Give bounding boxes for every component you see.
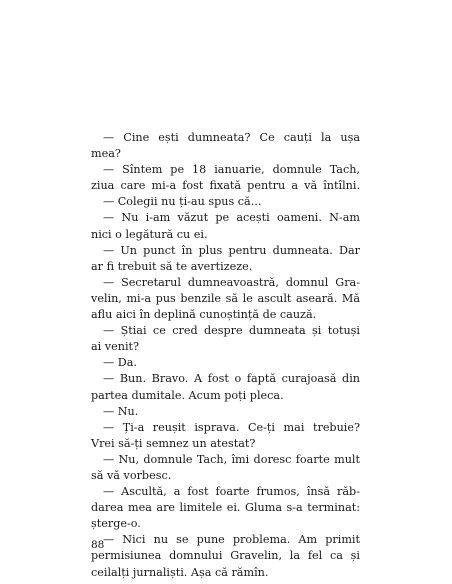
text-line: nici o legătură cu ei.: [91, 227, 208, 241]
text-line: ziua care mi-a fost fixată pentru a vă întîlni.: [91, 179, 360, 193]
text-line: șterge-o.: [91, 517, 141, 531]
text-line: ai venit?: [91, 340, 140, 354]
text-line: velin, mi-a pus benzile să le ascult aseară. Mă: [91, 291, 360, 305]
text-line: — Știai ce cred despre dumneata și totuși: [103, 324, 360, 338]
text-line: — Nu.: [103, 404, 139, 418]
text-line: — Un punct în plus pentru dumneata. Dar: [103, 243, 360, 257]
text-line: partea dumitale. Acum poți pleca.: [91, 388, 284, 402]
text-line: — Nici nu se pune problema. Am primit: [103, 533, 360, 547]
text-line: mea?: [91, 147, 121, 161]
dialogue-text-block: [91, 130, 360, 581]
text-line: permisiunea domnului Gravelin, la fel ca și: [91, 549, 360, 563]
text-line: darea mea are limitele ei. Gluma s-a terminat:: [91, 501, 360, 515]
text-line: să vă vorbesc.: [91, 468, 172, 482]
text-line: — Ascultă, a fost foarte frumos, însă răb-: [103, 485, 360, 499]
text-line: — Cine ești dumneata? Ce cauți la ușa: [103, 131, 360, 144]
text-line: — Ți-a reușit isprava. Ce-ți mai trebuie?: [103, 420, 360, 434]
text-line: — Nu i-am văzut pe acești oameni. N-am: [103, 211, 360, 225]
text-line: ar fi trebuit să te avertizeze.: [91, 259, 253, 273]
text-line: — Bun. Bravo. A fost o faptă curajoasă din: [103, 372, 360, 386]
text-line: ceilalți jurnaliști. Așa că rămîn.: [91, 565, 269, 579]
page-number: 88: [91, 539, 105, 551]
text-line: Vrei să-ți semnez un atestat?: [91, 436, 256, 450]
text-line: — Sîntem pe 18 ianuarie, domnule Tach,: [103, 163, 360, 177]
text-line: — Nu, domnule Tach, îmi doresc foarte mult: [103, 452, 360, 466]
text-line: aflu aici în deplină cunoștință de cauză.: [91, 308, 317, 322]
text-line: — Colegii nu ți-au spus că...: [103, 195, 262, 209]
text-line: — Da.: [103, 356, 137, 370]
text-line: — Secretarul dumneavoastră, domnul Gra-: [103, 275, 360, 289]
